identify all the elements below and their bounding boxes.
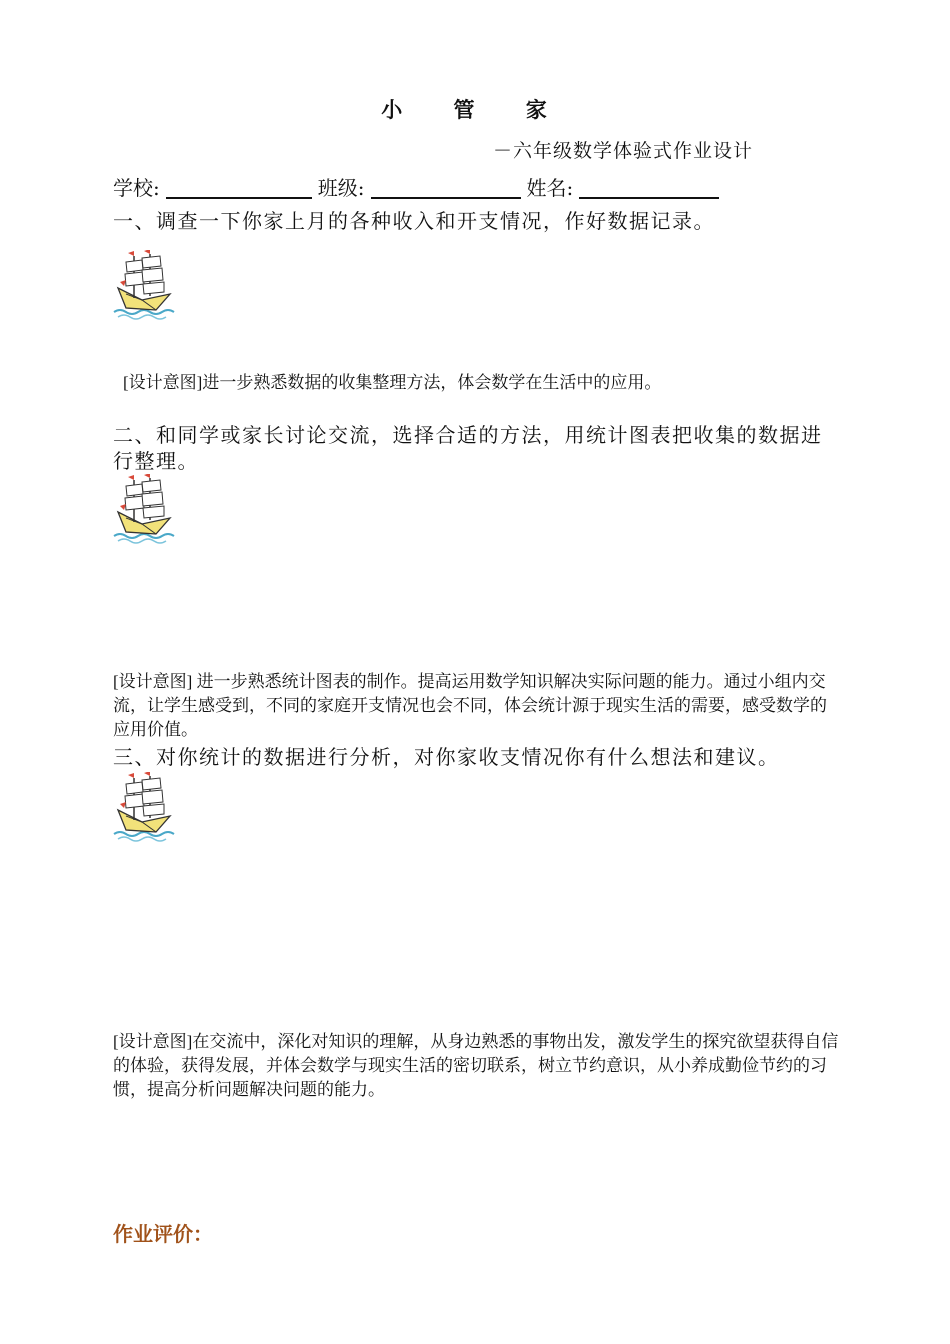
document-subtitle: －六年级数学体验式作业设计 xyxy=(493,140,754,162)
question-3: 三、对你统计的数据进行分析，对你家收支情况你有什么想法和建议。 xyxy=(113,745,780,769)
question-2: 二、和同学或家长讨论交流，选择合适的方法，用统计图表把收集的数据进行整理。 xyxy=(113,423,823,473)
school-blank[interactable] xyxy=(166,177,312,199)
sailing-ship-icon xyxy=(112,474,176,544)
question-1: 一、调查一下你家上月的各种收入和开支情况，作好数据记录。 xyxy=(113,209,715,233)
design-intent-note-1: [设计意图]进一步熟悉数据的收集整理方法，体会数学在生活中的应用。 xyxy=(123,373,662,392)
design-intent-note-2: [设计意图] 进一步熟悉统计图表的制作。提高运用数学知识解决实际问题的能力。通过小组内交流，让学生感受到，不同的家庭开支情况也会不同，体会统计源于现实生活的需要，感受数学的应用价值。 xyxy=(113,672,827,739)
sailing-ship-icon xyxy=(112,250,176,320)
class-label: 班级: xyxy=(317,176,365,200)
homework-evaluation-label: 作业评价： xyxy=(113,1222,213,1246)
school-label: 学校: xyxy=(113,176,160,200)
document-title: 小 管 家 xyxy=(381,98,569,122)
name-label: 姓名: xyxy=(526,176,574,200)
name-blank[interactable] xyxy=(579,177,719,199)
design-intent-note-3: [设计意图]在交流中，深化对知识的理解，从身边熟悉的事物出发，激发学生的探究欲望获得自信的体验，获得发展，并体会数学与现实生活的密切联系，树立节约意识，从小养成勤俭节约的习惯，提高分析问题解决问题的能力。 xyxy=(113,1032,839,1099)
sailing-ship-icon xyxy=(112,772,176,842)
student-info-row xyxy=(113,172,725,201)
class-blank[interactable] xyxy=(371,177,521,199)
